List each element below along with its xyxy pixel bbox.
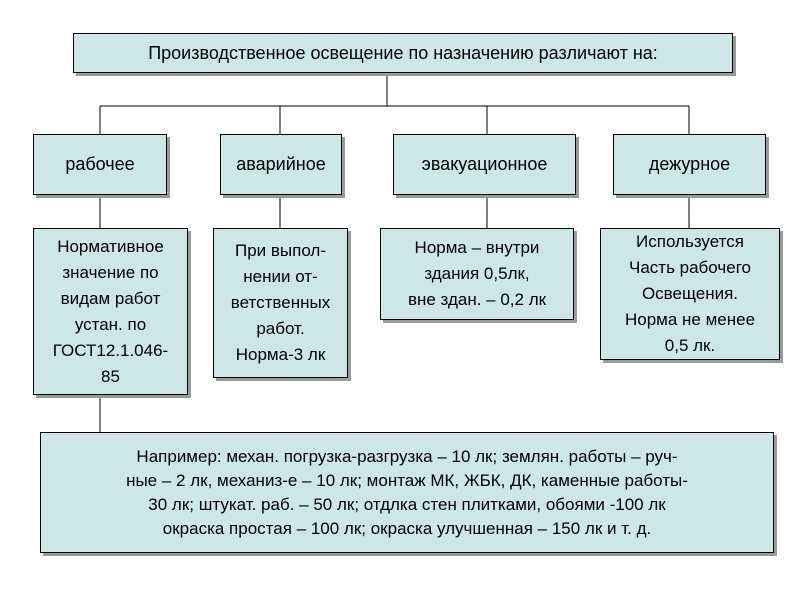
category-emergency-label: аварийное <box>236 154 326 174</box>
description-line: ветственных <box>230 293 331 312</box>
category-working <box>33 134 167 195</box>
description-line: видам работ <box>60 288 161 308</box>
category-evacuation <box>393 134 576 195</box>
category-standby-label: дежурное <box>648 154 731 174</box>
example-line: ные – 2 лк, механиз-е – 10 лк; монтаж МК, ЖБК, ДК, каменные работы- <box>126 470 688 490</box>
description-line: 85 <box>101 366 120 386</box>
description-line: здания 0,5лк, <box>424 264 530 283</box>
example-line: 30 лк; штукат. раб. – 50 лк; отдлка стен плитками, обоями -100 лк <box>148 494 666 514</box>
description-line: ГОСТ12.1.046- <box>52 340 169 360</box>
category-evacuation-label: эвакуационное <box>421 154 548 174</box>
description-line: Используется <box>636 232 744 251</box>
description-line: значение по <box>62 262 159 282</box>
example-box <box>40 432 774 553</box>
description-line: нении от- <box>243 267 318 286</box>
title-box <box>73 33 733 73</box>
category-emergency <box>220 134 342 195</box>
description-evacuation <box>380 228 574 320</box>
description-line: При выпол- <box>234 241 326 260</box>
description-line: Норма – внутри <box>414 238 540 257</box>
description-line: Нормативное <box>57 236 164 256</box>
description-line: Освещения. <box>641 284 739 303</box>
description-working <box>33 228 188 395</box>
description-line: устан. по <box>74 314 147 334</box>
description-emergency <box>213 228 348 378</box>
description-line: вне здан. – 0,2 лк <box>407 290 547 309</box>
description-line: Часть рабочего <box>629 258 751 277</box>
category-working-label: рабочее <box>65 154 135 174</box>
description-line: Норма не менее <box>624 310 756 329</box>
description-line: 0,5 лк. <box>664 336 716 355</box>
description-standby <box>600 228 780 360</box>
description-line: Норма-3 лк <box>235 345 326 364</box>
title-text: Производственное освещение по назначению различают на: <box>148 42 658 63</box>
example-line: окраска простая – 100 лк; окраска улучшенная – 150 лк и т. д. <box>162 518 652 538</box>
example-line: Например: механ. погрузка-разгрузка – 10 лк; землян. работы – руч- <box>136 446 678 466</box>
description-line: работ. <box>256 319 305 338</box>
category-standby <box>613 134 766 195</box>
